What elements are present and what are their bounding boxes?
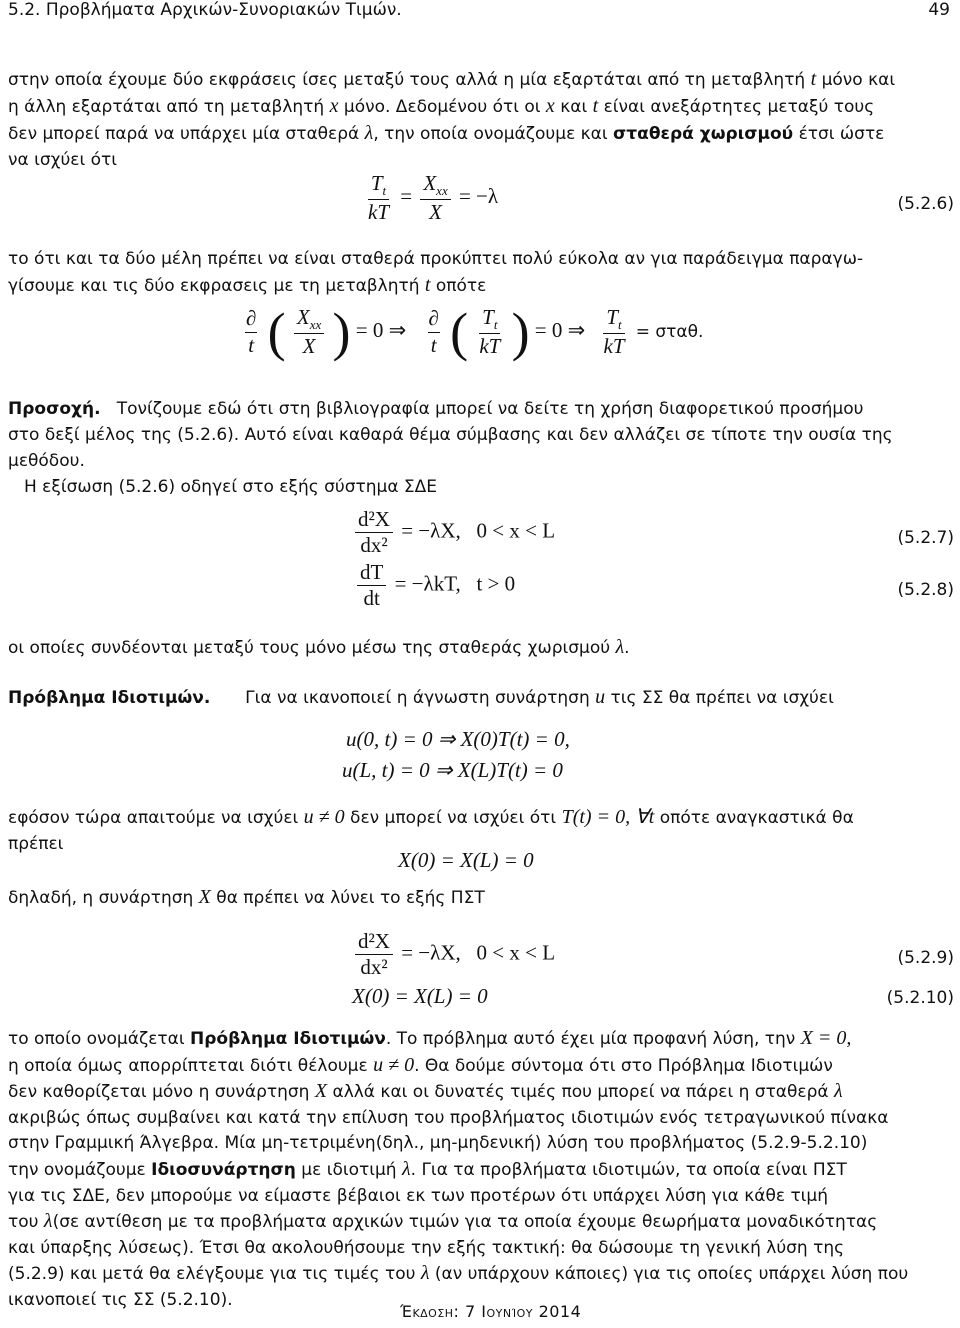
paragraph-3: οι οποίες συνδέονται μεταξύ τους μόνο μέσω της σταθεράς χωρισμού λ. xyxy=(8,636,630,658)
para1-line3: δεν μπορεί παρά να υπάρχει μία σταθερά λ, την οποία ονομάζουμε και σταθερά χωρισμού έτσι ώστε xyxy=(8,122,885,144)
equation-number-5-2-6: (5.2.6) xyxy=(897,194,954,214)
attention-paragraph xyxy=(8,396,956,500)
para4-line3: δηλαδή, η συνάρτηση X θα πρέπει να λύνει το εξής ΠΣΤ xyxy=(8,886,485,908)
attention-line1: Προσοχή. Τονίζουμε εδώ ότι στη βιβλιογραφία μπορεί να δείτε τη χρήση διαφορετικού προσήμου xyxy=(8,399,864,419)
attention-line4: Η εξίσωση (5.2.6) οδηγεί στο εξής σύστημα ΣΔΕ xyxy=(24,477,438,497)
para2-line1: το ότι και τα δύο μέλη πρέπει να είναι σταθερά προκύπτει πολύ εύκολα αν για παράδειγμα παραγω- xyxy=(8,249,864,269)
para5-line9: και ύπαρξης λύσεως). Έτσι θα ακολουθήσουμε την εξής τακτική: θα δώσουμε τη γενική λύση της xyxy=(8,1237,845,1258)
attention-line2: στο δεξί μέλος της (5.2.6). Αυτό είναι καθαρά θέμα σύμβασης και δεν αλλάζει σε τίποτε την ουσία της xyxy=(8,425,893,445)
equation-5-2-8: $\frac{dT}{dt}$ = −λkT, t > 0 xyxy=(354,561,515,610)
equation-5-2-6: $\frac{T_t}{kT}$ = $\frac{X_{xx}}{X}$ = −λ xyxy=(362,172,498,225)
fraction-xxx-over-x: $\frac{X_{xx}}{X}$ xyxy=(420,172,450,225)
paragraph-5 xyxy=(8,1026,956,1314)
page-number: 49 xyxy=(928,0,950,20)
eigen-intro: Πρόβλημα Ιδιοτιμών. Για να ικανοποιεί η άγνωστη συνάρτηση u τις ΣΣ θα πρέπει να ισχύει xyxy=(8,686,834,708)
para5-line2: η οποία όμως απορρίπτεται διότι θέλουμε u ≠ 0. Θα δούμε σύντομα ότι στο Πρόβλημα Ιδιοτιμών xyxy=(8,1053,833,1076)
boundary-line-1: u(0, t) = 0 ⇒ X(0)T(t) = 0, xyxy=(346,727,570,751)
running-header xyxy=(8,0,402,20)
equation-number-5-2-9: (5.2.9) xyxy=(897,948,954,968)
attention-label: Προσοχή. xyxy=(8,399,101,419)
section-title: 5.2. Προβλήματα Αρχικών-Συνοριακών Τιμών. xyxy=(8,0,402,20)
para5-line11: ικανοποιεί τις ΣΣ (5.2.10). xyxy=(8,1289,233,1310)
para1-line4: να ισχύει ότι xyxy=(8,150,118,170)
equation-number-5-2-10: (5.2.10) xyxy=(886,988,954,1008)
para4-line1: εφόσον τώρα απαιτούμε να ισχύει u ≠ 0 δεν μπορεί να ισχύει ότι T(t) = 0, ∀t οπότε αναγκαστικά θα xyxy=(8,806,854,828)
equation-number-5-2-8: (5.2.8) xyxy=(897,580,954,600)
equation-5-2-9: $\frac{\text{d²X}}{\text{dx²}}$ = −λX, 0 < x < L xyxy=(352,930,555,979)
para5-line6: την ονομάζουμε Ιδιοσυνάρτηση με ιδιοτιμή λ. Για τα προβλήματα ιδιοτιμών, τα οποία είναι ΠΣΤ xyxy=(8,1157,847,1180)
attention-line3: μεθόδου. xyxy=(8,451,85,471)
para5-line3: δεν καθορίζεται μόνο η συνάρτηση X αλλά και οι δυνατές τιμές που μπορεί να πάρει η σταθερά λ xyxy=(8,1080,843,1103)
fraction-tt-over-kt: $\frac{T_t}{kT}$ xyxy=(368,171,389,225)
equation-number-5-2-7: (5.2.7) xyxy=(897,528,954,548)
boundary-line-2: u(L, t) = 0 ⇒ X(L)T(t) = 0 xyxy=(342,758,563,782)
footer-edition: Έκδοση: 7 Ιουνίου 2014 xyxy=(400,1302,582,1321)
para5-line8: του λ(σε αντίθεση με τα προβλήματα αρχικών τιμών για τα οποία έχουμε θεωρήματα μοναδικότητας xyxy=(8,1210,878,1233)
para5-line1: το οποίο ονομάζεται Πρόβλημα Ιδιοτιμών. Το πρόβλημα αυτό έχει μία προφανή λύση, την X = 0, xyxy=(8,1027,852,1049)
para1-line1: στην οποία έχουμε δύο εκφράσεις ίσες μεταξύ τους αλλά η μία εξαρτάται από τη μεταβλητή t μόνο και xyxy=(8,68,896,90)
paragraph-1 xyxy=(8,66,956,173)
equation-5-2-7: $\frac{\text{d²X}}{\text{dx²}}$ = −λX, 0 < x < L xyxy=(352,508,555,557)
equation-5-2-10: X(0) = X(L) = 0 xyxy=(352,984,488,1008)
para4-line2: πρέπει xyxy=(8,834,64,854)
eigen-label: Πρόβλημα Ιδιοτιμών. xyxy=(8,688,211,708)
paragraph-2 xyxy=(8,246,956,299)
para1-line2: η άλλη εξαρτάται από τη μεταβλητή x μόνο. Δεδομένου ότι οι x και t είναι ανεξάρτητες μεταξύ τους xyxy=(8,95,875,117)
para5-line4: ακριβώς όπως συμβαίνει και κατά την επίλυση του προβλήματος ιδιοτιμών ενός τετραγωνικού πίνακα xyxy=(8,1107,889,1128)
para5-line10: (5.2.9) και μετά θα ελέγξουμε για τις τιμές του λ (αν υπάρχουν κάποιες) για τις οποίες υπάρχει λύση που xyxy=(8,1262,909,1285)
equation-x0-xl: X(0) = X(L) = 0 xyxy=(398,848,534,872)
para2-line2: γίσουμε και τις δύο εκφρασεις με τη μεταβλητή t οπότε xyxy=(8,274,487,296)
para5-line7: για τις ΣΔΕ, δεν μπορούμε να είμαστε βέβαιοι εκ των προτέρων ότι υπάρχει λύση για κάθε τιμή xyxy=(8,1185,829,1206)
para5-line5: στην Γραμμική Άλγεβρα. Μία μη-τετριμένη(δηλ., μη-μηδενική) λύση του προβλήματος (5.2.9-5.2.10) xyxy=(8,1133,868,1154)
equation-derivatives: $\frac{\partial}{t}$ ( $\frac{X_{xx}}{X}$ ) = 0 ⇒ $\frac{\partial}{t}$ ( $\frac{T_t}{kT}$ ) = 0 ⇒ $\frac{T_t}{kT}$ = σταθ. xyxy=(246,302,704,362)
